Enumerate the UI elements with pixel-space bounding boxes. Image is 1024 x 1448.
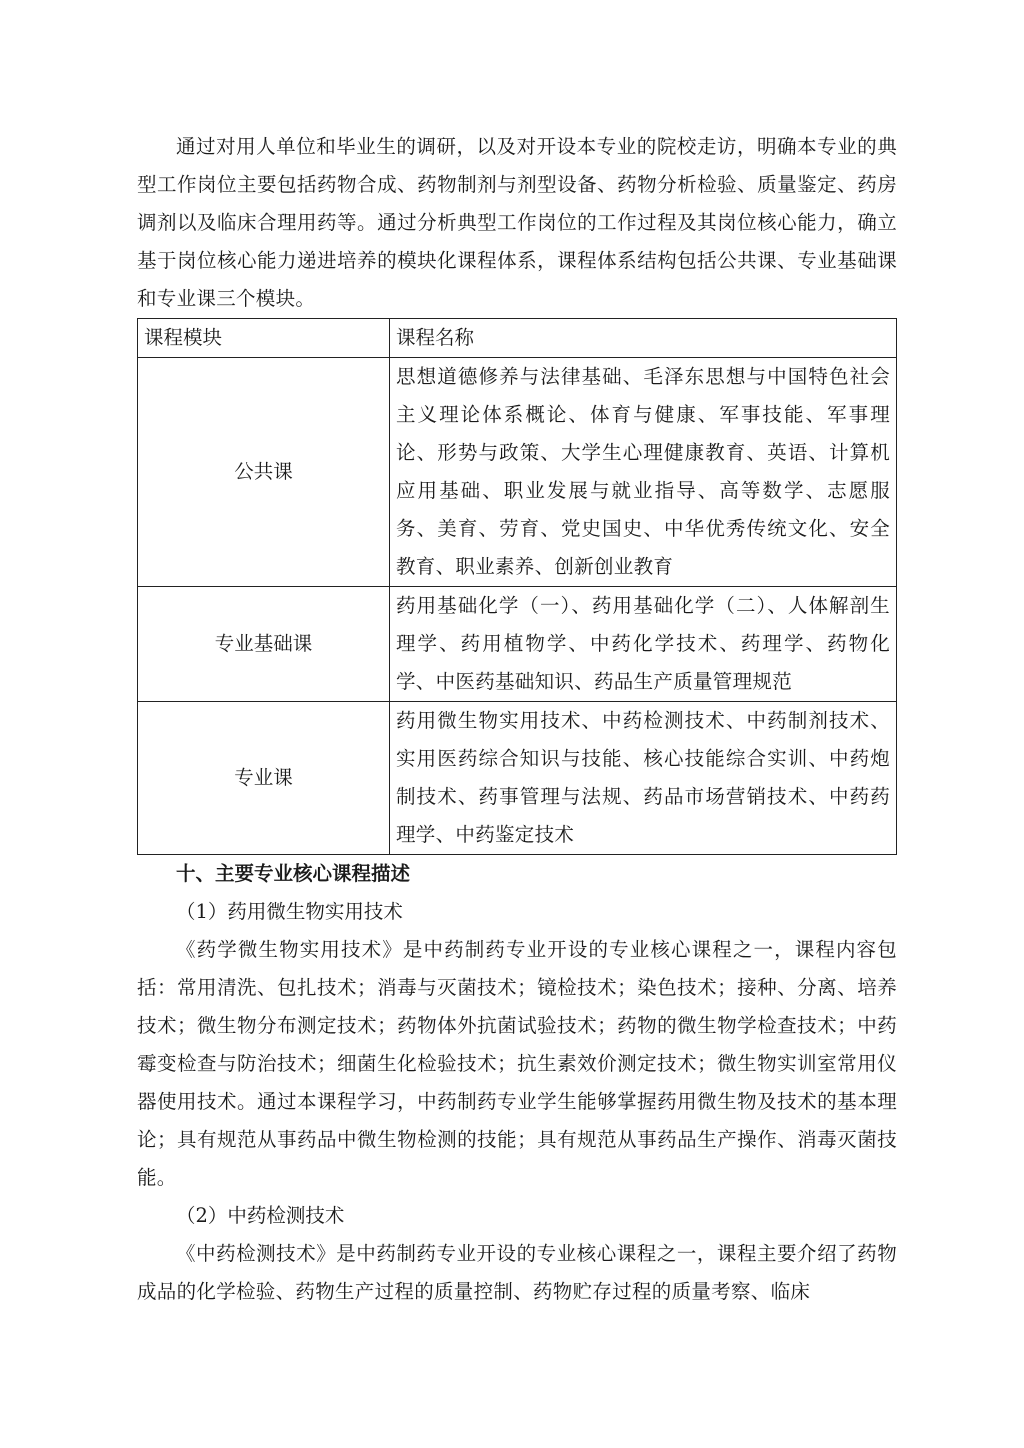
course-description: 《中药检测技术》是中药制药专业开设的专业核心课程之一，课程主要介绍了药物成品的化学检验、药物生产过程的质量控制、药物贮存过程的质量考察、临床 xyxy=(137,1242,897,1303)
course-names-cell: 药用基础化学（一）、药用基础化学（二）、人体解剖生理学、药用植物学、中药化学技术、药理学、药物化学、中医药基础知识、药品生产质量管理规范 xyxy=(390,587,897,702)
section-heading: 十、主要专业核心课程描述 xyxy=(176,862,411,885)
module-cell: 专业课 xyxy=(138,702,390,855)
document-page xyxy=(137,128,897,1311)
module-cell: 专业基础课 xyxy=(138,587,390,702)
course-names-cell: 药用微生物实用技术、中药检测技术、中药制剂技术、实用医药综合知识与技能、核心技能综合实训、中药炮制技术、药事管理与法规、药品市场营销技术、中药药理学、中药鉴定技术 xyxy=(390,702,897,855)
course-title: （2）中药检测技术 xyxy=(176,1204,345,1227)
course-title: （1）药用微生物实用技术 xyxy=(176,900,403,923)
module-cell: 公共课 xyxy=(138,358,390,587)
table-row xyxy=(138,587,897,702)
table-header-module: 课程模块 xyxy=(138,319,390,358)
table-header-row xyxy=(138,319,897,358)
table-row xyxy=(138,358,897,587)
table-row xyxy=(138,702,897,855)
curriculum-table xyxy=(137,318,897,855)
course-description: 《药学微生物实用技术》是中药制药专业开设的专业核心课程之一，课程内容包括：常用清洗、包扎技术；消毒与灭菌技术；镜检技术；染色技术；接种、分离、培养技术；微生物分布测定技术；药物体外抗菌试验技术；药物的微生物学检查技术；中药霉变检查与防治技术；细菌生化检验技术；抗生素效价测定技术；微生物实训室常用仪器使用技术。通过本课程学习，中药制药专业学生能够掌握药用微生物及技术的基本理论；具有规范从事药品中微生物检测的技能；具有规范从事药品生产操作、消毒灭菌技能。 xyxy=(137,938,897,1189)
intro-paragraph: 通过对用人单位和毕业生的调研，以及对开设本专业的院校走访，明确本专业的典型工作岗位主要包括药物合成、药物制剂与剂型设备、药物分析检验、质量鉴定、药房调剂以及临床合理用药等。通过分析典型工作岗位的工作过程及其岗位核心能力，确立基于岗位核心能力递进培养的模块化课程体系，课程体系结构包括公共课、专业基础课和专业课三个模块。 xyxy=(137,135,897,310)
course-names-cell: 思想道德修养与法律基础、毛泽东思想与中国特色社会主义理论体系概论、体育与健康、军事技能、军事理论、形势与政策、大学生心理健康教育、英语、计算机应用基础、职业发展与就业指导、高等数学、志愿服务、美育、劳育、党史国史、中华优秀传统文化、安全教育、职业素养、创新创业教育 xyxy=(390,358,897,587)
table-header-course-names: 课程名称 xyxy=(390,319,897,358)
